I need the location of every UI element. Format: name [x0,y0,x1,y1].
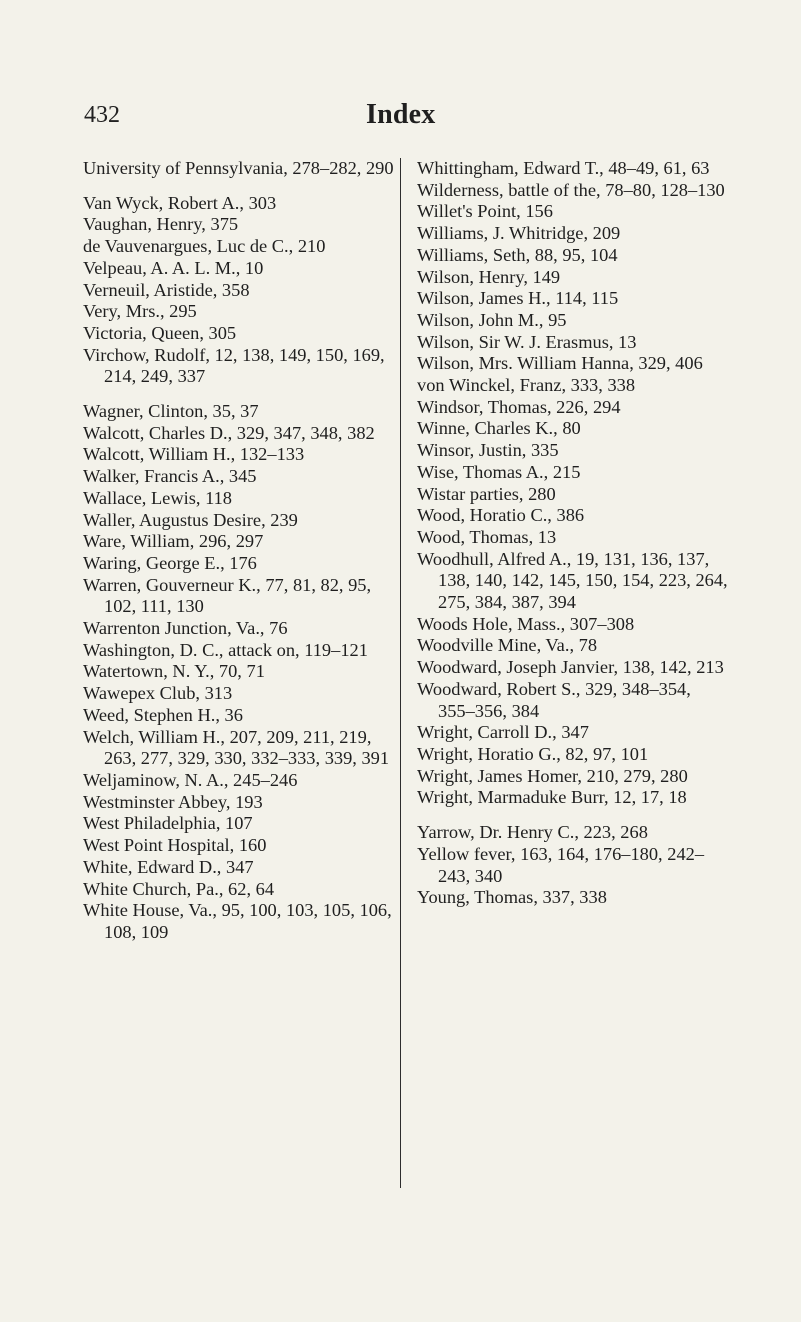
index-entry: Wright, Carroll D., 347 [417,722,589,743]
page-header [0,101,801,141]
index-entry: Whittingham, Edward T., 48–49, 61, 63 [417,158,710,178]
index-entry: Wistar parties, 280 [417,483,556,504]
index-entry: de Vauvenargues, Luc de C., 210 [83,236,326,257]
index-entry: Waller, Augustus Desire, 239 [83,509,298,530]
index-entry: Wilson, James H., 114, 115 [417,288,619,309]
index-entry: Victoria, Queen, 305 [83,322,237,343]
index-entry: Wright, Horatio G., 82, 97, 101 [417,743,649,764]
index-entry: Warren, Gouverneur K., 77, 81, 82, 95, 102, 111, 130 [83,574,372,617]
index-entry: Wilson, Mrs. William Hanna, 329, 406 [417,353,703,374]
index-entry: Yellow fever, 163, 164, 176–180, 242–243, 340 [417,843,705,886]
index-entry: Welch, William H., 207, 209, 211, 219, 263, 277, 329, 330, 332–333, 339, 391 [83,726,390,769]
index-entry: Wilson, Henry, 149 [417,266,561,287]
index-entry: Ware, William, 296, 297 [83,531,264,552]
index-entry: Yarrow, Dr. Henry C., 223, 268 [417,822,648,843]
index-entry: Wawepex Club, 313 [83,683,233,704]
page-title: Index [366,99,436,130]
index-entry: White Church, Pa., 62, 64 [83,878,275,899]
index-entry: Willet's Point, 156 [417,201,553,222]
index-entry: Wood, Horatio C., 386 [417,505,585,526]
index-entry: University of Pennsylvania, 278–282, 290 [83,158,394,178]
index-entry: Windsor, Thomas, 226, 294 [417,396,621,417]
index-entry: Van Wyck, Robert A., 303 [83,192,277,213]
index-entry: Wilson, John M., 95 [417,309,567,330]
index-entry: Young, Thomas, 337, 338 [417,887,607,908]
index-entry: West Philadelphia, 107 [83,813,253,834]
column-divider [400,158,401,1188]
index-entry: West Point Hospital, 160 [83,835,267,856]
index-entry: Winne, Charles K., 80 [417,418,581,439]
index-entry: Verneuil, Aristide, 358 [83,279,250,300]
page-number: 432 [84,102,120,128]
index-entry: Westminster Abbey, 193 [83,791,263,812]
index-entry: Warrenton Junction, Va., 76 [83,618,288,639]
index-entry: Walcott, Charles D., 329, 347, 348, 382 [83,422,375,443]
index-entry: Washington, D. C., attack on, 119–121 [83,639,368,660]
index-column-left [83,158,395,944]
index-entry: Wilderness, battle of the, 78–80, 128–130 [417,179,725,200]
index-entry: Williams, J. Whitridge, 209 [417,223,621,244]
index-entry: Woodward, Joseph Janvier, 138, 142, 213 [417,657,724,678]
index-entry: Wallace, Lewis, 118 [83,487,232,508]
index-entry: Wright, Marmaduke Burr, 12, 17, 18 [417,787,687,808]
index-entry: White, Edward D., 347 [83,856,254,877]
index-entry: Wilson, Sir W. J. Erasmus, 13 [417,331,637,352]
index-entry: Watertown, N. Y., 70, 71 [83,661,265,682]
index-entry: Wise, Thomas A., 215 [417,461,581,482]
index-entry: Vaughan, Henry, 375 [83,214,239,235]
index-entry: White House, Va., 95, 100, 103, 105, 106, 108, 109 [83,900,392,942]
index-entry: Weed, Stephen H., 36 [83,704,243,725]
index-entry: Very, Mrs., 295 [83,301,197,322]
index-entry: Woodhull, Alfred A., 19, 131, 136, 137, 138, 140, 142, 145, 150, 154, 223, 264, 275, 384, 387, 394 [417,548,728,613]
index-entry: Wright, James Homer, 210, 279, 280 [417,765,688,786]
index-entry: Virchow, Rudolf, 12, 138, 149, 150, 169, 214, 249, 337 [83,344,385,387]
index-entry: Wood, Thomas, 13 [417,526,557,547]
index-entry: Walker, Francis A., 345 [83,466,257,487]
index-entry: Woods Hole, Mass., 307–308 [417,613,635,634]
index-entry: von Winckel, Franz, 333, 338 [417,375,636,396]
index-entry: Weljaminow, N. A., 245–246 [83,769,298,790]
index-entry: Waring, George E., 176 [83,552,257,573]
index-entry: Velpeau, A. A. L. M., 10 [83,257,264,278]
index-entry: Woodward, Robert S., 329, 348–354, 355–356, 384 [417,678,691,721]
index-entry: Winsor, Justin, 335 [417,440,559,461]
index-entry: Wagner, Clinton, 35, 37 [83,401,259,422]
index-entry: Woodville Mine, Va., 78 [417,635,598,656]
index-entry: Williams, Seth, 88, 95, 104 [417,244,618,265]
index-entry: Walcott, William H., 132–133 [83,444,305,465]
index-column-right [417,158,729,909]
